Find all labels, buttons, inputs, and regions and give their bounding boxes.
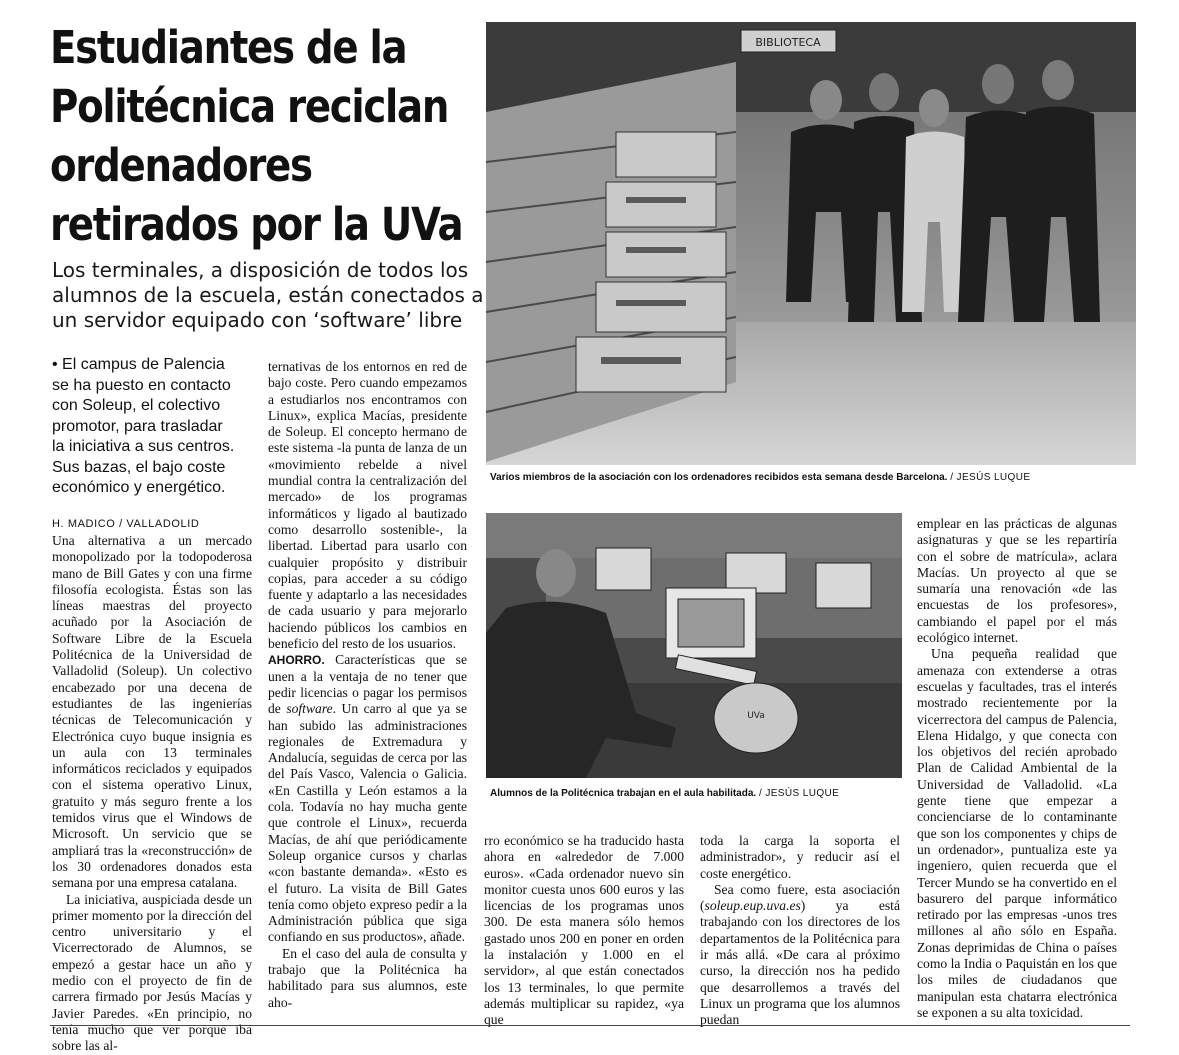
pull-quote-line: • El campus de Palencia <box>52 356 225 373</box>
article-column-5 <box>917 516 1117 1021</box>
article-column-4 <box>700 833 900 1029</box>
pull-quote-line: la iniciativa a sus centros. <box>52 438 235 455</box>
article-paragraph: toda la carga la soporta el administrador», y reducir así el coste energético. <box>700 833 900 881</box>
headline-line: retirados por la UVa <box>50 198 463 251</box>
article-column-3 <box>484 833 684 1029</box>
article-paragraph: emplear en las prácticas de algunas asignaturas y que se les repartiría con el sobre de matrícula», aclara Macías. Un proyecto al que se sumaría una renovación «de las encuestas de los profesores», cambiando el papel por el más ecológico internet. <box>917 516 1117 646</box>
pull-quote-line: económico y energético. <box>52 479 226 496</box>
article-paragraph <box>700 882 900 1029</box>
website-link: soleup.eup.uva.es <box>704 898 801 914</box>
article-text: Características que se unen a la ventaja de no tener que pedir licencias o pagar los permisos de <box>268 652 467 717</box>
subheadline-line: un servidor equipado con ‘software’ libre <box>52 308 463 332</box>
photo-group-members-graphic <box>486 22 1136 465</box>
subheadline-line: Los terminales, a disposición de todos los <box>52 258 469 282</box>
pull-quote-line: promotor, para trasladar <box>52 417 223 435</box>
photo-lab-students-graphic <box>486 513 902 778</box>
bottom-rule <box>50 1025 1130 1026</box>
pull-quote-line: con Soleup, el colectivo <box>52 397 221 414</box>
photo-lab-students <box>486 513 902 778</box>
subheadline <box>52 258 492 333</box>
article-column-1 <box>52 533 252 1055</box>
photo-sign-text: BIBLIOTECA <box>755 36 821 49</box>
pull-quote-line: Sus bazas, el bajo coste <box>52 458 226 476</box>
article-italic: software <box>286 701 333 717</box>
section-lead-ahorro: AHORRO. <box>268 653 325 668</box>
article-paragraph-ahorro <box>268 652 467 945</box>
headline-line: Politécnica reciclan <box>50 80 449 133</box>
photo-lab-caption <box>490 788 839 799</box>
photo-lab-credit: / JESÚS LUQUE <box>758 788 840 799</box>
subheadline-line: alumnos de la escuela, están conectados a <box>52 283 484 307</box>
headline-line: ordenadores <box>50 139 312 192</box>
photo-group-members <box>486 22 1136 465</box>
pull-quote-line: se ha puesto en contacto <box>52 376 231 394</box>
headline-line: Estudiantes de la <box>50 21 407 74</box>
photo-group-caption-text: Varios miembros de la asociación con los ordenadores recibidos esta semana desde Barcelona. <box>490 472 948 483</box>
pull-quote <box>52 355 252 499</box>
headline <box>50 18 463 254</box>
photo-group-credit: / JESÚS LUQUE <box>950 472 1031 483</box>
article-text: ) ya está trabajando con los directores de los departamentos de la Politécnica para ir más allá. «De cara al próximo curso, la dirección nos ha pedido que desarrollemos a través del Linux un programa que los alumnos puedan <box>700 898 900 1028</box>
photo-lab-caption-text: Alumnos de la Politécnica trabajan en el aula habilitada. <box>490 788 757 799</box>
article-paragraph: ternativas de los entornos en red de bajo coste. Pero cuando empezamos a estudiarlos nos encontramos con Linux», explica Macías, presidente de Soleup. El concepto hermano de este sistema -la punta de lanza de un «movimiento rebelde a nivel mundial contra la centralización del mercado» de los programas informáticos y ligado al bautizado como desarrollo sostenible-, la libertad. Libertad para usarlo con cualquier propósito y distribuir copias, para acceder a su código fuente y adaptarlo a las necesidades de cada usuario y para mejorarlo haciendo públicos los cambios en beneficio del resto de los usuarios. <box>268 359 467 652</box>
article-text: . Un carro al que ya se han subido las administraciones regionales de Extremadura y Andalucía, seguidas de cerca por las del País Vasco, Valencia o Galicia. «En Castilla y León estamos a la cola. Todavía no hay mucha gente que controle el Linux», recuerda Macías, de ahí que periódicamente Soleup organice cursos y charlas «con bastante demanda». «Esto es el futuro. La visita de Bill Gates tenía como objeto expreso pedir a la Administración pública que siga confiando en sus productos», añade. <box>268 701 467 945</box>
article-column-2 <box>268 359 467 1011</box>
photo-bag-text: UVa <box>747 711 765 721</box>
article-paragraph: Una pequeña realidad que amenaza con extenderse a otras escuelas y facultades, tras el interés mostrado recientemente por la vicerrectora del campus de Palencia, Elena Hidalgo, y que conecta con los objetivos del recién aprobado Plan de Calidad Ambiental de la Universidad de Valladolid. «La gente tiene que empezar a concienciarse de lo contaminante que son los componentes y chips de un ordenador», puntualiza este ya ingeniero, quien recuerda que el Tercer Mundo se ha convertido en el basurero del parque informático retirado por las empresas -unos tres millones al año sólo en España. Zonas deprimidas de China o países como la India o Paquistán en los que los miles de ciudadanos que manipulan esta chatarra electrónica se exponen a su alta toxicidad. <box>917 646 1117 1020</box>
article-text: Sea como fuere, esta asociación ( <box>700 881 900 914</box>
article-paragraph: Una alternativa a un mercado monopolizado por la todopoderosa mano de Bill Gates y con una firme filosofía ecologista. Éstas son las líneas maestras del proyecto acuñado por la Asociación de Software Libre de la Escuela Politécnica de la Universidad de Valladolid (Soleup). Un colectivo encabezado por una decena de estudiantes de las ingenierías técnicas de Telecomunicación y Electrónica cuyo buque insignia es un aula con 13 terminales informáticos reciclados y equipados con el sistema operativo Linux, gratuito y más seguro frente a los temidos virus que el Windows de Microsoft. Un servicio que se ampliará tras la «reconstrucción» de los 30 ordenadores donados esta semana por una empresa catalana. <box>52 533 252 891</box>
article-paragraph: La iniciativa, auspiciada desde un primer momento por la dirección del centro universitario y el Vicerrectorado de Alumnos, se empezó a gestar hace un año y medio con el proyecto de fin de carrera firmado por Jesús Macías y Javier Paredes. «En principio, no tenía mucho que ver porque iba sobre las al- <box>52 891 252 1054</box>
photo-group-caption <box>490 472 1030 483</box>
byline: H. MADICO / VALLADOLID <box>52 518 200 530</box>
article-paragraph: rro económico se ha traducido hasta ahora en «alrededor de 7.000 euros». «Cada ordenador nuevo sin monitor cuesta unos 600 euros y las licencias de los programas unos 300. De esta manera sólo hemos gastado unos 200 en poner en orden la instalación y 1.000 en el servidor», al que están conectados los 13 terminales, lo que permite además multiplicar su rapidez, «ya que <box>484 833 684 1028</box>
article-paragraph: En el caso del aula de consulta y trabajo que la Politécnica ha habilitado para sus alumnos, este aho- <box>268 945 467 1010</box>
